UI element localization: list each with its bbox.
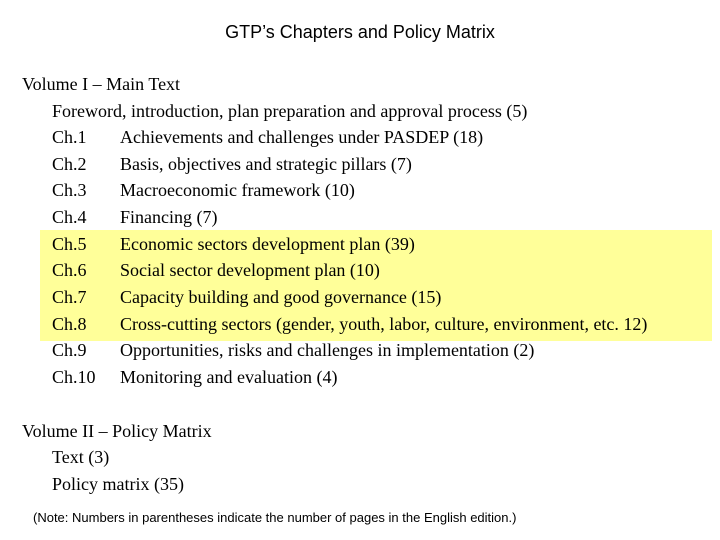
page-title: GTP’s Chapters and Policy Matrix <box>225 22 495 42</box>
chapter-number: Ch.9 <box>52 340 87 360</box>
chapter-title: Financing (7) <box>120 207 218 227</box>
chapter-number: Ch.2 <box>52 154 87 174</box>
chapter-number: Ch.10 <box>52 367 96 387</box>
chapter-title: Monitoring and evaluation (4) <box>120 367 338 387</box>
chapter-number: Ch.5 <box>52 234 87 254</box>
chapter-number: Ch.7 <box>52 287 87 307</box>
chapter-number: Ch.4 <box>52 207 87 227</box>
chapter-number: Ch.3 <box>52 180 87 200</box>
volume1-intro: Foreword, introduction, plan preparation and approval process (5) <box>52 101 528 121</box>
chapter-number: Ch.6 <box>52 260 87 280</box>
chapter-title: Cross-cutting sectors (gender, youth, labor, culture, environment, etc. 12) <box>120 314 648 334</box>
chapter-title: Social sector development plan (10) <box>120 260 380 280</box>
chapter-title: Opportunities, risks and challenges in implementation (2) <box>120 340 535 360</box>
chapter-title: Economic sectors development plan (39) <box>120 234 415 254</box>
volume2-heading: Volume II – Policy Matrix <box>22 421 212 441</box>
chapter-title: Capacity building and good governance (15) <box>120 287 442 307</box>
volume2-item: Policy matrix (35) <box>52 474 184 494</box>
chapter-number: Ch.1 <box>52 127 87 147</box>
chapter-number: Ch.8 <box>52 314 87 334</box>
chapter-title: Basis, objectives and strategic pillars (7) <box>120 154 412 174</box>
chapter-title: Achievements and challenges under PASDEP (18) <box>120 127 484 147</box>
volume2-item: Text (3) <box>52 447 110 467</box>
chapter-title: Macroeconomic framework (10) <box>120 180 355 200</box>
volume1-heading: Volume I – Main Text <box>22 74 181 94</box>
footnote: (Note: Numbers in parentheses indicate the number of pages in the English edition.) <box>33 510 517 525</box>
